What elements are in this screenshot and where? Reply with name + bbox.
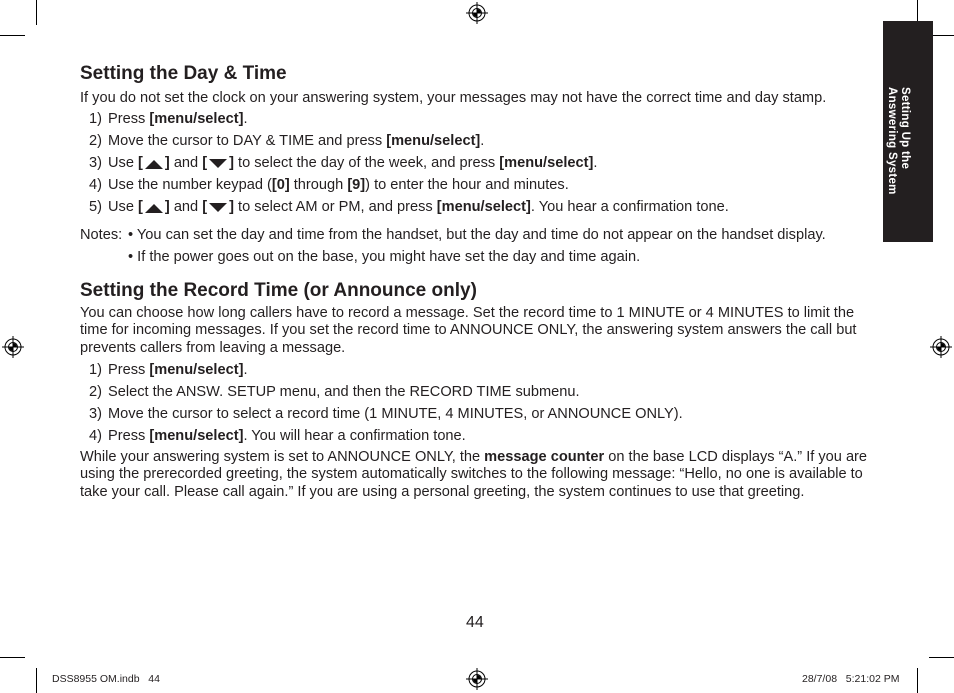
bracket: [	[202, 199, 208, 215]
down-arrow-key-icon	[207, 202, 229, 214]
step-number: 5)	[89, 199, 102, 215]
step-text: and	[169, 199, 203, 215]
crop-mark	[36, 0, 37, 25]
crop-mark	[917, 668, 918, 693]
step-text: Move the cursor to DAY & TIME and press	[108, 133, 387, 149]
bracket: [	[202, 155, 208, 171]
side-tab-line: Setting Up the	[899, 87, 911, 170]
key-label: [0]	[271, 177, 290, 193]
step	[89, 177, 569, 194]
side-tab-label	[885, 87, 911, 195]
closing-paragraph	[80, 449, 870, 501]
registration-mark-icon	[466, 2, 488, 24]
step-text: Use	[108, 155, 139, 171]
side-tab	[883, 21, 933, 242]
step-text: Press	[108, 362, 150, 378]
step-text: Select the ANSW. SETUP menu, and then the RECORD TIME submenu.	[108, 384, 580, 400]
step-text: to select AM or PM, and press	[233, 199, 437, 215]
step-number: 1)	[89, 362, 102, 378]
step-text: Use the number keypad (	[108, 177, 272, 193]
key-label: [menu/select]	[149, 111, 244, 127]
key-label: [menu/select]	[149, 362, 244, 378]
step-text: Use	[108, 199, 139, 215]
step	[89, 406, 683, 423]
step-text: .	[243, 362, 248, 378]
up-arrow-key-icon	[143, 158, 165, 170]
page-number: 44	[466, 614, 484, 631]
step-number: 4)	[89, 177, 102, 193]
registration-mark-icon	[930, 336, 952, 358]
up-key	[138, 199, 170, 216]
key-label: [menu/select]	[386, 133, 481, 149]
step-number: 2)	[89, 384, 102, 400]
step	[89, 428, 466, 445]
step	[89, 384, 580, 401]
step-number: 3)	[89, 155, 102, 171]
note-item: • You can set the day and time from the handset, but the day and time do not appear on the handset display.	[128, 227, 826, 243]
step-text: through	[289, 177, 348, 193]
crop-mark	[36, 668, 37, 693]
step	[89, 111, 248, 128]
step	[89, 155, 597, 172]
step-text: ) to enter the hour and minutes.	[365, 177, 569, 193]
step-text: to select the day of the week, and press	[233, 155, 500, 171]
step-text: Press	[108, 428, 150, 444]
up-key	[138, 155, 170, 172]
section-intro: You can choose how long callers have to record a message. Set the record time to 1 MINUTE or 4 MINUTES to limit the time for incoming messages. If you set the record time to ANNOUNCE ONLY, the answering system answers the call but prevents callers from leaving a message.	[80, 305, 857, 356]
paragraph-text: on the base LCD displays “A.” If you are using the prerecorded greeting, the system automatically switches to the following message: “Hello, no one is available to take your call. Please call again.” If you are using a personal greeting, the system continues to use that greeting.	[80, 449, 868, 500]
notes-label: Notes:	[80, 227, 123, 243]
step-text: .	[243, 111, 248, 127]
bracket: ]	[229, 199, 234, 215]
step	[89, 133, 484, 150]
footer-right: 28/7/08 5:21:02 PM	[802, 673, 900, 685]
step-text: Press	[108, 111, 150, 127]
step-number: 4)	[89, 428, 102, 444]
step-text: .	[480, 133, 485, 149]
footer-left: DSS8955 OM.indb 44	[52, 673, 160, 685]
crop-mark	[0, 657, 25, 658]
crop-mark	[0, 35, 25, 36]
step-text: .	[593, 155, 598, 171]
paragraph-text: While your answering system is set to ANNOUNCE ONLY, the	[80, 449, 485, 465]
registration-mark-icon	[466, 668, 488, 690]
key-label: [menu/select]	[499, 155, 594, 171]
step-number: 3)	[89, 406, 102, 422]
note-item: • If the power goes out on the base, you might have set the day and time again.	[128, 249, 641, 265]
up-arrow-key-icon	[143, 202, 165, 214]
key-label: [menu/select]	[436, 199, 531, 215]
bracket: ]	[164, 155, 170, 171]
key-label: [menu/select]	[149, 428, 244, 444]
bracket: ]	[164, 199, 170, 215]
step	[89, 362, 248, 379]
down-arrow-key-icon	[207, 158, 229, 170]
section-title: Setting the Day & Time	[80, 63, 287, 84]
bracket: [	[138, 155, 143, 171]
step-text: and	[169, 155, 203, 171]
paragraph-bold: message counter	[484, 449, 605, 465]
step-text: Move the cursor to select a record time (1 MINUTE, 4 MINUTES, or ANNOUNCE ONLY).	[108, 406, 683, 422]
down-key	[202, 199, 234, 216]
step-text: . You will hear a confirmation tone.	[243, 428, 466, 444]
step-number: 1)	[89, 111, 102, 127]
step-number: 2)	[89, 133, 102, 149]
section-intro: If you do not set the clock on your answering system, your messages may not have the correct time and day stamp.	[80, 90, 827, 106]
registration-mark-icon	[2, 336, 24, 358]
bracket: ]	[229, 155, 234, 171]
bracket: [	[138, 199, 143, 215]
step	[89, 199, 729, 216]
side-tab-line: Answering System	[886, 87, 898, 195]
down-key	[202, 155, 234, 172]
section-title: Setting the Record Time (or Announce only)	[80, 280, 477, 301]
key-label: [9]	[347, 177, 366, 193]
step-text: . You hear a confirmation tone.	[530, 199, 729, 215]
crop-mark	[929, 657, 954, 658]
